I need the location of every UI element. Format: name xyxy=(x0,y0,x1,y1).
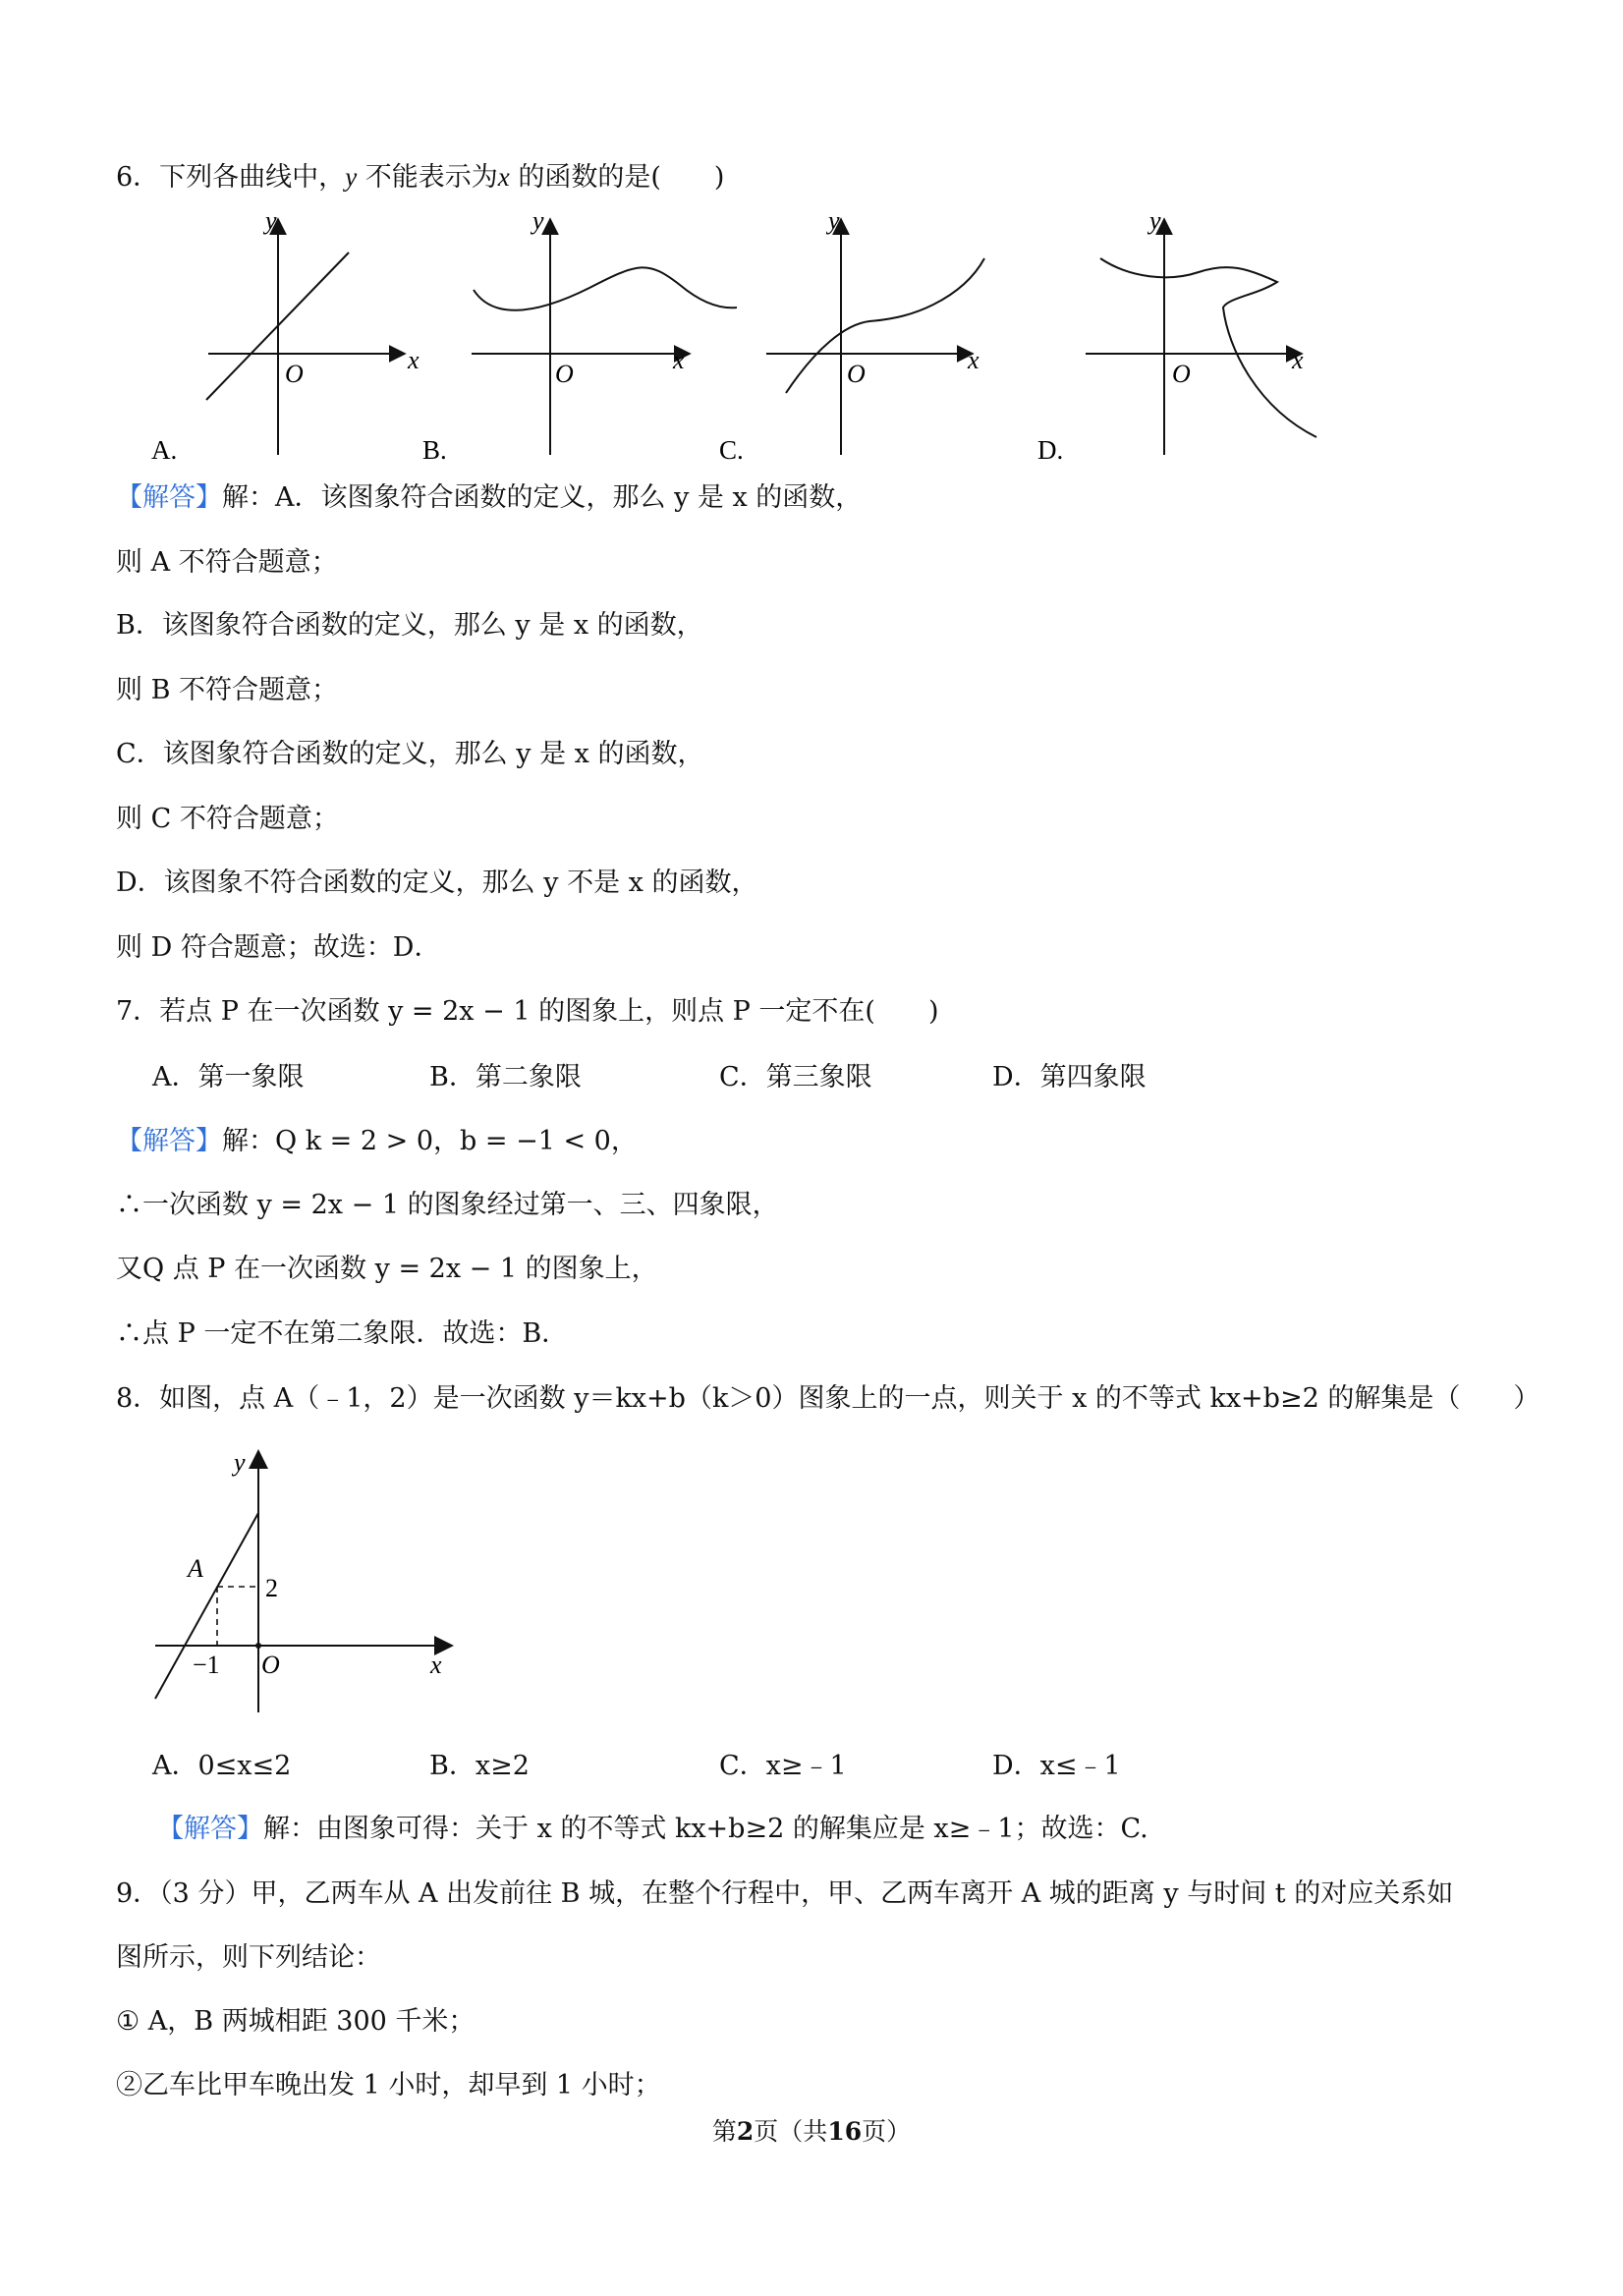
q6-solution-line-1: 【解答】解：A．该图象符合函数的定义，那么 y 是 x 的函数， xyxy=(116,482,863,513)
q8-solution: 【解答】解：由图象可得：关于 x 的不等式 kx+b≥2 的解集应是 x≥﹣1；故选：C. xyxy=(157,1814,1148,1844)
q7-solution-line-2: ∴一次函数 y = 2x − 1 的图象经过第一、三、四象限， xyxy=(116,1190,779,1220)
q8-graph xyxy=(145,1439,470,1724)
graph-d xyxy=(1037,206,1316,465)
graph-b-y-label: y xyxy=(532,206,544,235)
q9-line-1: 9．（3 分）甲，乙两车从 A 出发前往 B 城，在整个行程中，甲、乙两车离开 A 城的距离 y 与时间 t 的对应关系如 xyxy=(116,1878,1454,1909)
q8-option-a: A．0≤x≤2 xyxy=(152,1751,292,1781)
q6-solution-line-7: D．该图象不符合函数的定义，那么 y 不是 x 的函数， xyxy=(116,868,758,898)
q6-solution-line-2: 则 A 不符合题意； xyxy=(116,547,338,578)
q8-x-label: x xyxy=(430,1651,442,1679)
graph-a-y-label: y xyxy=(265,206,277,235)
graph-b-origin: O xyxy=(555,360,574,388)
solution-tag: 【解答】 xyxy=(116,482,222,513)
total-pages: 16 xyxy=(827,2117,863,2146)
q7-solution-line-4: ∴点 P 一定不在第二象限．故选：B． xyxy=(116,1318,569,1349)
q7-solution-line-1: 【解答】解：Q k = 2 > 0，b = −1 < 0， xyxy=(116,1126,638,1156)
q8-tick-neg-1: −1 xyxy=(193,1651,220,1679)
q7-solution-line-3: 又Q 点 P 在一次函数 y = 2x − 1 的图象上， xyxy=(116,1254,658,1284)
q8-stem: 8．如图，点 A（﹣1，2）是一次函数 y＝kx+b（k＞0）图象上的一点，则关于 x 的不等式 kx+b≥2 的解集是（ ） xyxy=(116,1383,1540,1414)
graph-a-origin: O xyxy=(285,360,304,388)
current-page: 2 xyxy=(736,2117,755,2146)
q6-solution-line-8: 则 D 符合题意；故选：D． xyxy=(116,932,441,963)
q7-option-c: C．第三象限 xyxy=(719,1062,872,1092)
q9-line-4: ②乙车比甲车晚出发 1 小时，却早到 1 小时； xyxy=(116,2070,661,2100)
graph-d-origin: O xyxy=(1172,360,1191,388)
q9-line-2: 图所示，则下列结论： xyxy=(116,1942,381,1973)
graph-c xyxy=(719,206,984,465)
option-d-label: D. xyxy=(1037,435,1064,465)
q8-point-a: A xyxy=(188,1554,203,1583)
q8-option-c: C．x≥﹣1 xyxy=(719,1751,847,1781)
option-c-label: C. xyxy=(719,435,744,465)
option-b-label: B. xyxy=(422,435,447,465)
graph-d-y-label: y xyxy=(1149,206,1161,235)
q8-origin: O xyxy=(261,1651,280,1679)
q7-option-b: B．第二象限 xyxy=(429,1062,582,1092)
graph-c-x-label: x xyxy=(968,346,979,374)
graph-d-x-label: x xyxy=(1292,346,1304,374)
solution-tag: 【解答】 xyxy=(116,1126,222,1156)
q8-tick-2: 2 xyxy=(265,1574,278,1602)
graph-b xyxy=(422,206,737,465)
q6-solution-line-6: 则 C 不符合题意； xyxy=(116,804,339,834)
graph-c-origin: O xyxy=(847,360,866,388)
q6-stem: 6．下列各曲线中，y 不能表示为x 的函数的是( ) xyxy=(116,162,725,193)
q7-stem: 7．若点 P 在一次函数 y = 2x − 1 的图象上，则点 P 一定不在( ) xyxy=(116,996,939,1027)
q7-option-a: A．第一象限 xyxy=(152,1062,305,1092)
page-footer: 第2页（共16页） xyxy=(711,2117,912,2146)
option-a-label: A. xyxy=(151,435,178,465)
graph-c-y-label: y xyxy=(828,206,840,235)
q6-solution-line-3: B．该图象符合函数的定义，那么 y 是 x 的函数， xyxy=(116,610,703,641)
graph-b-x-label: x xyxy=(673,346,685,374)
q9-line-3: ① A，B 两城相距 300 千米； xyxy=(116,2006,476,2037)
solution-tag: 【解答】 xyxy=(157,1814,263,1844)
q8-y-label: y xyxy=(234,1448,246,1477)
q8-option-b: B．x≥2 xyxy=(429,1751,530,1781)
graph-a xyxy=(151,206,420,465)
q7-option-d: D．第四象限 xyxy=(992,1062,1147,1092)
q6-graphs xyxy=(138,201,1336,467)
q6-solution-line-4: 则 B 不符合题意； xyxy=(116,675,339,705)
graph-a-x-label: x xyxy=(408,346,420,374)
q6-solution-line-5: C．该图象符合函数的定义，那么 y 是 x 的函数， xyxy=(116,739,704,769)
q8-option-d: D．x≤﹣1 xyxy=(992,1751,1121,1781)
